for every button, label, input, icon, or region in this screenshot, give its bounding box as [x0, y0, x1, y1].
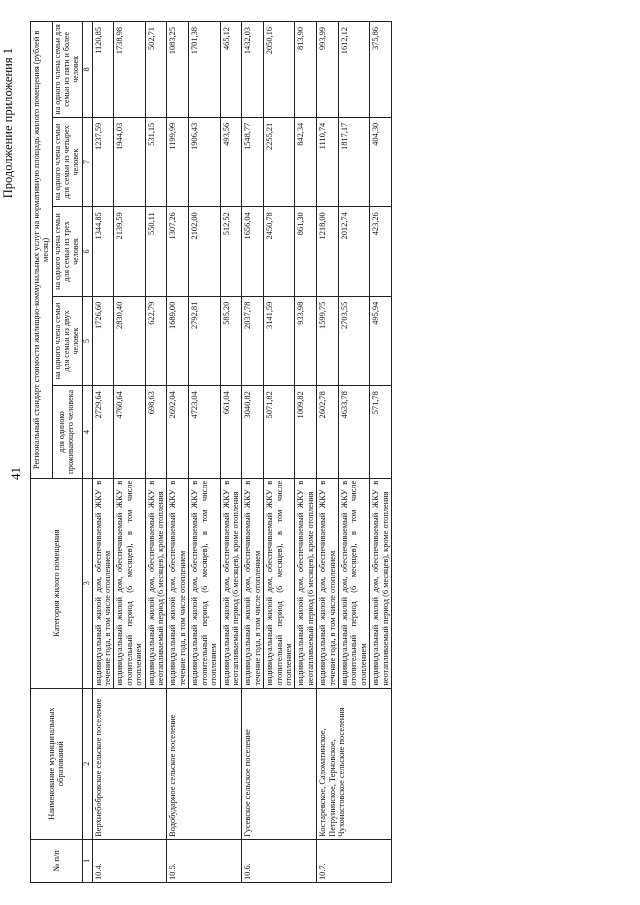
table-row — [242, 22, 264, 883]
index-cell: 7 — [82, 117, 92, 206]
header-col6: на одного члена семьи для семьи из трех человек — [52, 207, 82, 296]
standard-value: 375,86 — [370, 22, 392, 118]
housing-category: индивидуальный жилой дом, обеспечиваемый ЖКУ в неотапливаемый период (6 месяцев), кроме отопления — [220, 478, 242, 688]
table-row — [167, 22, 189, 883]
standard-value: 1307,26 — [167, 207, 189, 296]
index-cell: 3 — [82, 478, 92, 688]
header-col5: на одного члена семьи для семьи из двух человек — [52, 296, 82, 385]
standard-value: 571,78 — [370, 386, 392, 479]
housing-category: индивидуальный жилой дом, обеспечиваемый ЖКУ в течение года, в том числе отоплением — [317, 478, 339, 688]
standard-value: 495,94 — [370, 296, 392, 385]
table-row — [92, 22, 114, 883]
standard-value: 1612,12 — [338, 22, 369, 118]
standard-value: 423,26 — [370, 207, 392, 296]
standard-value: 2012,74 — [338, 207, 369, 296]
standard-value: 1701,38 — [189, 22, 220, 118]
standard-value: 4633,78 — [338, 386, 369, 479]
housing-category: индивидуальный жилой дом, обеспечиваемый ЖКУ в отопительный период (6 месяцев), в том числе отоплением — [114, 478, 145, 688]
municipality-name: Верхнебобровское сельское поселение — [92, 688, 167, 839]
appendix-continuation-note: Продолжение приложения 1 — [1, 48, 15, 199]
header-col4: для одиноко проживающего человека — [52, 386, 82, 479]
standard-value: 4723,04 — [189, 386, 220, 479]
housing-category: индивидуальный жилой дом, обеспечиваемый ЖКУ в неотапливаемый период (6 месяцев), кроме отопления — [145, 478, 167, 688]
standard-value: 1344,85 — [92, 207, 114, 296]
standard-value: 1110,74 — [317, 117, 339, 206]
header-col8: на одного члена семьи для семьи из пяти и более человек — [52, 22, 82, 118]
standard-value: 2139,59 — [114, 207, 145, 296]
housing-category: индивидуальный жилой дом, обеспечиваемый ЖКУ в отопительный период (6 месяцев), в том числе отоплением — [264, 478, 295, 688]
standard-value: 1906,43 — [189, 117, 220, 206]
standard-value: 1656,04 — [242, 207, 264, 296]
table-body — [92, 22, 391, 883]
housing-category: индивидуальный жилой дом, обеспечиваемый ЖКУ в неотапливаемый период (6 месяцев), кроме отопления — [295, 478, 317, 688]
municipality-name: Водобударное сельское поселение — [167, 688, 242, 839]
standard-value: 550,11 — [145, 207, 167, 296]
header-category: Категория жилого помещения — [31, 478, 83, 688]
standard-value: 1120,85 — [92, 22, 114, 118]
index-cell: 4 — [82, 386, 92, 479]
standard-value: 404,30 — [370, 117, 392, 206]
header-name: Наименование муниципальных образований — [31, 688, 83, 839]
standard-value: 2050,16 — [264, 22, 295, 118]
standard-value: 2037,78 — [242, 296, 264, 385]
row-number: 10.5. — [167, 839, 242, 882]
standard-value: 465,12 — [220, 22, 242, 118]
index-cell: 1 — [82, 839, 92, 882]
standard-value: 1237,59 — [92, 117, 114, 206]
standard-value: 2602,78 — [317, 386, 339, 479]
municipality-name: Гусевское сельское поселение — [242, 688, 317, 839]
standard-value: 2255,21 — [264, 117, 295, 206]
standard-value: 4760,64 — [114, 386, 145, 479]
standard-value: 493,56 — [220, 117, 242, 206]
standard-value: 3040,82 — [242, 386, 264, 479]
standard-value: 933,98 — [295, 296, 317, 385]
standard-value: 842,34 — [295, 117, 317, 206]
standard-value: 1817,17 — [338, 117, 369, 206]
standard-value: 1548,77 — [242, 117, 264, 206]
standard-value: 1738,98 — [114, 22, 145, 118]
standard-value: 622,79 — [145, 296, 167, 385]
index-cell: 2 — [82, 688, 92, 839]
housing-category: индивидуальный жилой дом, обеспечиваемый ЖКУ в отопительный период (6 месяцев), в том числе отоплением — [189, 478, 220, 688]
standard-value: 3141,59 — [264, 296, 295, 385]
standard-value: 861,30 — [295, 207, 317, 296]
standard-value: 1726,60 — [92, 296, 114, 385]
standard-value: 5071,82 — [264, 386, 295, 479]
standard-value: 813,90 — [295, 22, 317, 118]
standard-value: 1083,25 — [167, 22, 189, 118]
housing-category: индивидуальный жилой дом, обеспечиваемый ЖКУ в неотапливаемый период (6 месяцев), кроме отопления — [370, 478, 392, 688]
standard-value: 2792,81 — [189, 296, 220, 385]
standard-value: 531,15 — [145, 117, 167, 206]
standard-value: 2703,55 — [338, 296, 369, 385]
standard-value: 1218,00 — [317, 207, 339, 296]
housing-category: индивидуальный жилой дом, обеспечиваемый ЖКУ в течение года, в том числе отоплением — [167, 478, 189, 688]
standard-value: 1009,82 — [295, 386, 317, 479]
table-row — [317, 22, 339, 883]
standard-value: 993,99 — [317, 22, 339, 118]
standard-value: 2830,40 — [114, 296, 145, 385]
page-number: 41 — [8, 467, 23, 480]
standard-value: 512,52 — [220, 207, 242, 296]
housing-category: индивидуальный жилой дом, обеспечиваемый ЖКУ в отопительный период (6 месяцев), в том числе отоплением — [338, 478, 369, 688]
standard-value: 1199,99 — [167, 117, 189, 206]
row-number: 10.4. — [92, 839, 167, 882]
standard-value: 1689,00 — [167, 296, 189, 385]
header-standard-group: Региональный стандарт стоимости жилищно-коммунальных услуг на нормативную площадь жилого помещения (рублей в месяц) — [31, 22, 53, 479]
standard-value: 698,63 — [145, 386, 167, 479]
standard-value: 1599,75 — [317, 296, 339, 385]
housing-category: индивидуальный жилой дом, обеспечиваемый ЖКУ в течение года, в том числе отоплением — [242, 478, 264, 688]
standard-value: 502,71 — [145, 22, 167, 118]
municipality-name: Костаревское, Саломатинское, Петрунинское, Терновское, Чухонастовское сельские поселения — [317, 688, 392, 839]
standard-value: 2729,64 — [92, 386, 114, 479]
row-number: 10.6. — [242, 839, 317, 882]
header-no: № п/п — [31, 839, 83, 882]
header-col7: на одного члена семьи для семьи из четырех человек — [52, 117, 82, 206]
row-number: 10.7. — [317, 839, 392, 882]
standard-value: 661,04 — [220, 386, 242, 479]
index-cell: 8 — [82, 22, 92, 118]
housing-category: индивидуальный жилой дом, обеспечиваемый ЖКУ в течение года, в том числе отоплением — [92, 478, 114, 688]
standard-value: 2692,04 — [167, 386, 189, 479]
standard-value: 1432,03 — [242, 22, 264, 118]
tariff-table — [30, 21, 392, 883]
standard-value: 2450,78 — [264, 207, 295, 296]
standard-value: 2102,00 — [189, 207, 220, 296]
standard-value: 585,20 — [220, 296, 242, 385]
index-cell: 5 — [82, 296, 92, 385]
standard-value: 1944,03 — [114, 117, 145, 206]
index-cell: 6 — [82, 207, 92, 296]
